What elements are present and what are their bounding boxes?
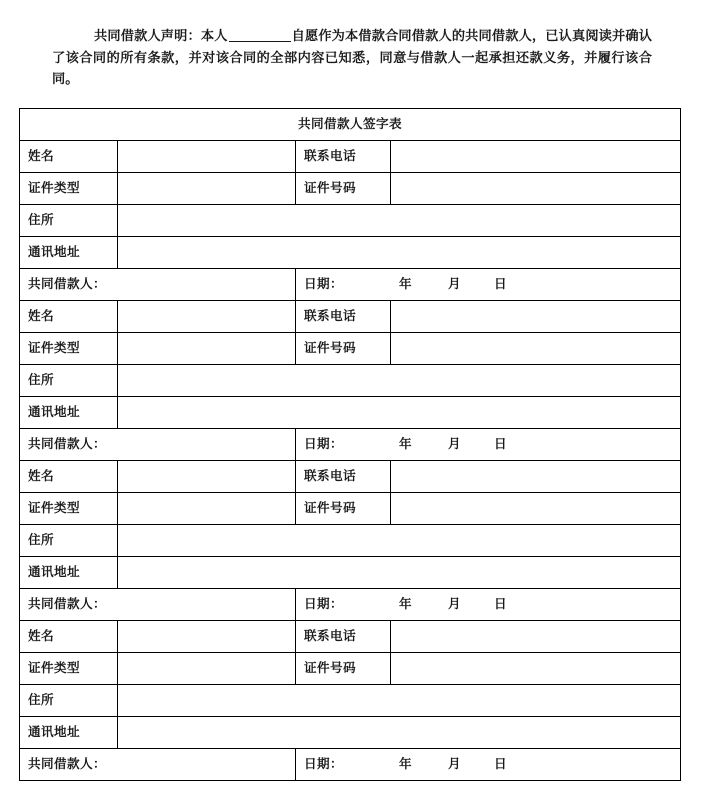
field-id-type-2[interactable] xyxy=(118,333,296,365)
signature-row xyxy=(20,429,681,461)
label-name-2: 姓名 xyxy=(20,301,118,333)
declaration-name-blank[interactable] xyxy=(229,41,291,42)
label-id-type-4: 证件类型 xyxy=(20,653,118,685)
table-row xyxy=(20,653,681,685)
field-residence-2[interactable] xyxy=(118,365,681,397)
label-year-1: 年 xyxy=(398,277,412,292)
field-id-number-2[interactable] xyxy=(391,333,681,365)
label-month-3: 月 xyxy=(447,597,461,612)
label-year-2: 年 xyxy=(398,437,412,452)
label-phone-4: 联系电话 xyxy=(296,621,391,653)
table-row xyxy=(20,621,681,653)
field-name-2[interactable] xyxy=(118,301,296,333)
field-co-borrower-signature-3[interactable] xyxy=(20,589,296,621)
signature-row xyxy=(20,589,681,621)
field-mailing-address-4[interactable] xyxy=(118,717,681,749)
label-residence-3: 住所 xyxy=(20,525,118,557)
field-co-borrower-signature-4[interactable] xyxy=(20,749,296,781)
table-row xyxy=(20,685,681,717)
table-title: 共同借款人签字表 xyxy=(20,109,681,141)
field-co-borrower-signature-2[interactable] xyxy=(20,429,296,461)
field-residence-1[interactable] xyxy=(118,205,681,237)
field-phone-1[interactable] xyxy=(391,141,681,173)
label-id-type-3: 证件类型 xyxy=(20,493,118,525)
field-id-number-1[interactable] xyxy=(391,173,681,205)
label-date-2: 日期： xyxy=(304,437,343,452)
field-name-3[interactable] xyxy=(118,461,296,493)
table-title-row xyxy=(20,109,681,141)
label-day-3: 日 xyxy=(493,597,507,612)
label-date-1: 日期： xyxy=(304,277,343,292)
table-row xyxy=(20,557,681,589)
label-id-number-1: 证件号码 xyxy=(296,173,391,205)
label-residence-2: 住所 xyxy=(20,365,118,397)
signature-row xyxy=(20,749,681,781)
label-year-3: 年 xyxy=(398,597,412,612)
field-co-borrower-signature-1[interactable] xyxy=(20,269,296,301)
label-id-number-2: 证件号码 xyxy=(296,333,391,365)
field-phone-3[interactable] xyxy=(391,461,681,493)
label-phone-1: 联系电话 xyxy=(296,141,391,173)
label-mailing-address-3: 通讯地址 xyxy=(20,557,118,589)
co-borrower-signature-table xyxy=(19,108,681,781)
field-residence-3[interactable] xyxy=(118,525,681,557)
label-residence-1: 住所 xyxy=(20,205,118,237)
field-date-2[interactable] xyxy=(296,429,681,461)
field-date-4[interactable] xyxy=(296,749,681,781)
table-row xyxy=(20,525,681,557)
co-borrower-declaration xyxy=(52,25,652,90)
label-phone-2: 联系电话 xyxy=(296,301,391,333)
table-row xyxy=(20,493,681,525)
table-row xyxy=(20,397,681,429)
field-residence-4[interactable] xyxy=(118,685,681,717)
table-row xyxy=(20,205,681,237)
label-month-1: 月 xyxy=(447,277,461,292)
table-row xyxy=(20,141,681,173)
field-id-number-3[interactable] xyxy=(391,493,681,525)
label-mailing-address-2: 通讯地址 xyxy=(20,397,118,429)
declaration-text-part1: 共同借款人声明：本人 xyxy=(94,28,228,44)
label-name-3: 姓名 xyxy=(20,461,118,493)
label-day-1: 日 xyxy=(493,277,507,292)
label-co-borrower-2: 共同借款人： xyxy=(28,437,106,452)
field-id-type-3[interactable] xyxy=(118,493,296,525)
label-id-type-2: 证件类型 xyxy=(20,333,118,365)
field-mailing-address-3[interactable] xyxy=(118,557,681,589)
field-id-number-4[interactable] xyxy=(391,653,681,685)
declaration-text-part2: 自愿作为本借款合同借款人的共同借款人，已认真阅读并确认了该合同的所有条款，并对该合同的全部内容已知悉，同意与借款人一起承担还款义务，并履行该合同。 xyxy=(52,28,652,87)
table-row xyxy=(20,237,681,269)
field-id-type-1[interactable] xyxy=(118,173,296,205)
label-day-4: 日 xyxy=(493,757,507,772)
label-id-number-4: 证件号码 xyxy=(296,653,391,685)
label-month-2: 月 xyxy=(447,437,461,452)
table-row xyxy=(20,333,681,365)
field-phone-2[interactable] xyxy=(391,301,681,333)
field-id-type-4[interactable] xyxy=(118,653,296,685)
table-row xyxy=(20,301,681,333)
field-date-3[interactable] xyxy=(296,589,681,621)
label-date-3: 日期： xyxy=(304,597,343,612)
label-co-borrower-4: 共同借款人： xyxy=(28,757,106,772)
label-mailing-address-4: 通讯地址 xyxy=(20,717,118,749)
label-co-borrower-3: 共同借款人： xyxy=(28,597,106,612)
table-row xyxy=(20,173,681,205)
label-id-number-3: 证件号码 xyxy=(296,493,391,525)
table-row xyxy=(20,461,681,493)
table-row xyxy=(20,717,681,749)
signature-row xyxy=(20,269,681,301)
field-phone-4[interactable] xyxy=(391,621,681,653)
table-row xyxy=(20,365,681,397)
label-name-4: 姓名 xyxy=(20,621,118,653)
field-name-1[interactable] xyxy=(118,141,296,173)
field-name-4[interactable] xyxy=(118,621,296,653)
field-mailing-address-2[interactable] xyxy=(118,397,681,429)
label-phone-3: 联系电话 xyxy=(296,461,391,493)
label-month-4: 月 xyxy=(447,757,461,772)
label-name-1: 姓名 xyxy=(20,141,118,173)
label-co-borrower-1: 共同借款人： xyxy=(28,277,106,292)
label-year-4: 年 xyxy=(398,757,412,772)
field-mailing-address-1[interactable] xyxy=(118,237,681,269)
field-date-1[interactable] xyxy=(296,269,681,301)
label-residence-4: 住所 xyxy=(20,685,118,717)
label-id-type-1: 证件类型 xyxy=(20,173,118,205)
label-date-4: 日期： xyxy=(304,757,343,772)
label-mailing-address-1: 通讯地址 xyxy=(20,237,118,269)
label-day-2: 日 xyxy=(493,437,507,452)
